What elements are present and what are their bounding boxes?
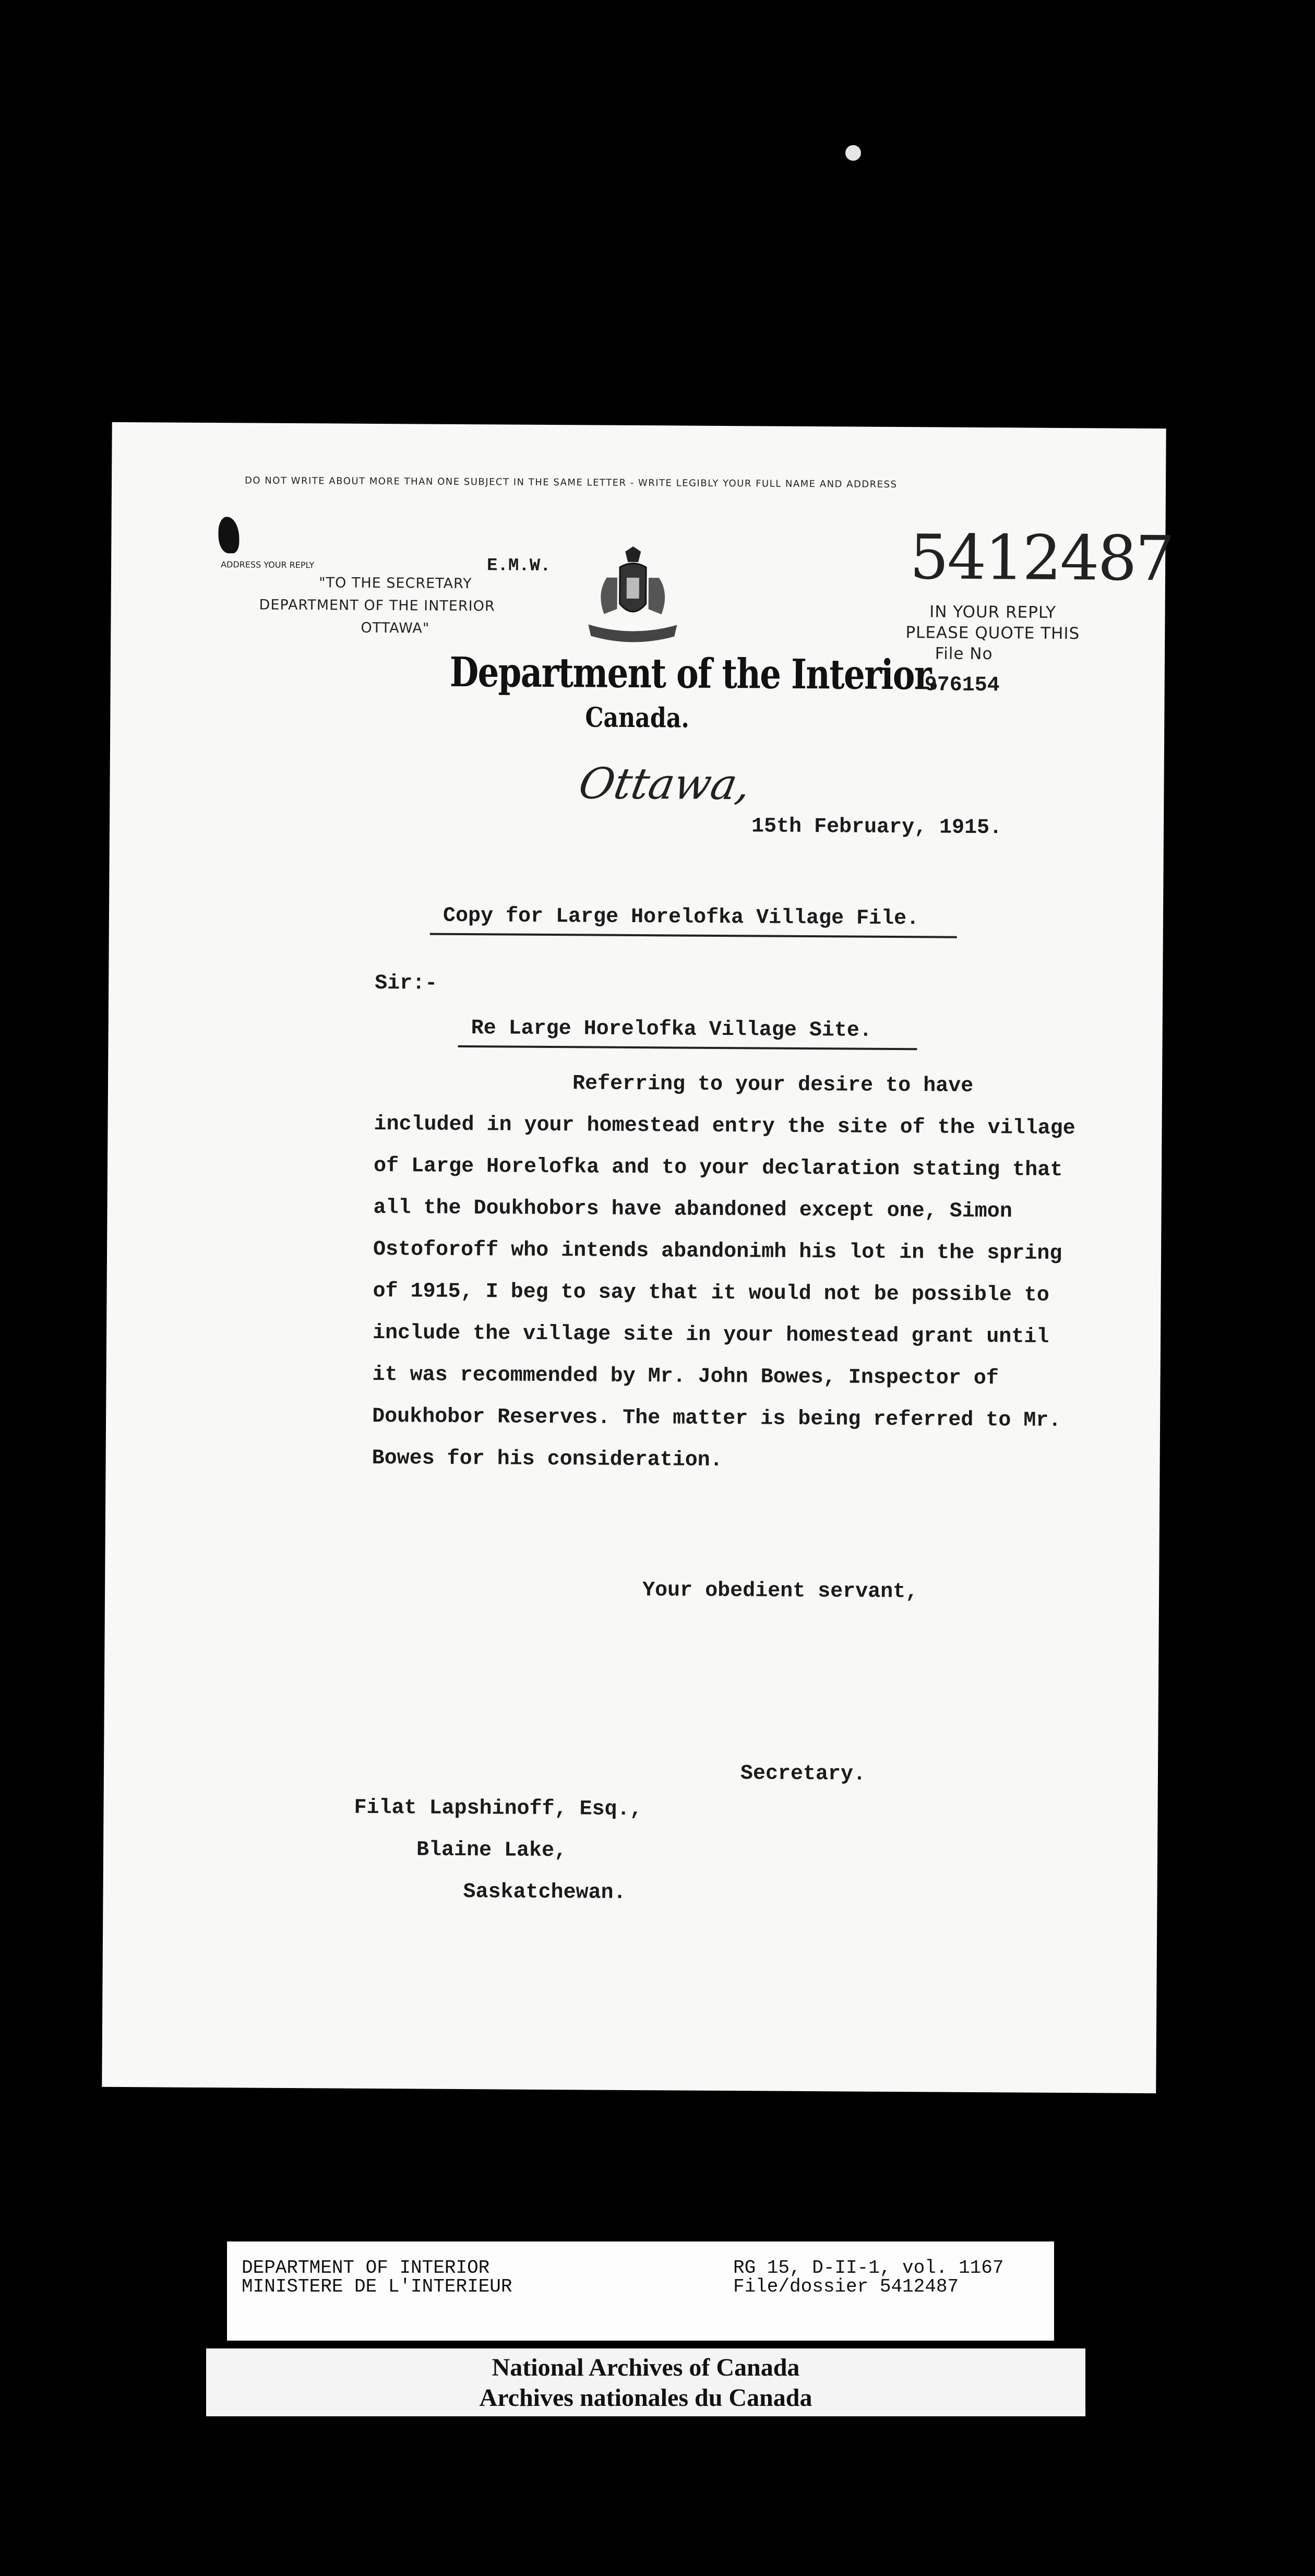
nac-english: National Archives of Canada [492,2354,800,2381]
copy-heading: Copy for Large Horelofka Village File. [443,904,919,931]
archive-reference: RG 15, D-II-1, vol. 1167 [733,2257,1004,2279]
body-line: Bowes for his consideration. [372,1446,723,1473]
nac-french: Archives nationales du Canada [479,2384,812,2412]
recipient-province: Saskatchewan. [463,1880,626,1905]
body-line: it was recommended by Mr. John Bowes, Inspector of [372,1363,999,1391]
body-line: Doukhobor Reserves. The matter is being referred to Mr. [372,1404,1061,1433]
recipient-town: Blaine Lake, [416,1838,567,1863]
coat-of-arms-icon [575,546,690,651]
body-line: of Large Horelofka and to your declaration stating that [373,1154,1063,1183]
dept-en: DEPARTMENT OF INTERIOR [242,2257,490,2279]
country-title: Canada. [585,701,690,734]
dept-fr: MINISTERE DE L'INTERIEUR [242,2276,512,2297]
subject-underline [458,1045,917,1050]
stamped-file-number: 5412487 [909,521,1174,595]
department-address: DEPARTMENT OF THE INTERIOR [259,597,495,615]
letter-date: 15th February, 1915. [751,815,1002,840]
body-line: Ostoforoff who intends abandonimh his lot in the spring [373,1237,1062,1266]
signature-title: Secretary. [740,1762,866,1786]
body-line: Referring to your desire to have [572,1072,974,1098]
archive-reference-label [227,2241,1054,2341]
body-line: all the Doukhobors have abandoned except one, Simon [373,1196,1012,1224]
national-archives-label [206,2348,1085,2416]
recipient-name: Filat Lapshinoff, Esq., [354,1796,642,1822]
body-line: include the village site in your homestead grant until [372,1321,1049,1349]
closing: Your obedient servant, [642,1579,918,1604]
place-of-writing: Ottawa, [575,759,755,810]
file-no-label: File No [935,644,993,664]
archive-file: File/dossier 5412487 [733,2276,959,2297]
please-quote-this: PLEASE QUOTE THIS [905,623,1080,643]
letter-page [102,422,1174,2093]
header-notice: DO NOT WRITE ABOUT MORE THAN ONE SUBJECT IN THE SAME LETTER - WRITE LEGIBLY YOUR FULL NAME AND ADDRESS [245,475,898,491]
stray-mark [845,145,861,161]
ottawa-address: OTTAWA" [361,619,430,637]
address-your-reply: ADDRESS YOUR REPLY [221,559,315,570]
initials: E.M.W. [486,556,551,577]
salutation: Sir:- [375,971,438,996]
copy-heading-underline [430,933,957,938]
subject-line: Re Large Horelofka Village Site. [471,1017,872,1043]
body-line: of 1915, I beg to say that it would not be possible to [373,1279,1049,1307]
in-your-reply: IN YOUR REPLY [929,602,1057,622]
body-line: included in your homestead entry the site of the village [374,1112,1075,1141]
ink-blot [218,517,239,553]
department-title: Department of the Interior. [449,648,939,699]
to-the-secretary: "TO THE SECRETARY [319,575,472,592]
reference-number: 976154 [924,673,1000,698]
